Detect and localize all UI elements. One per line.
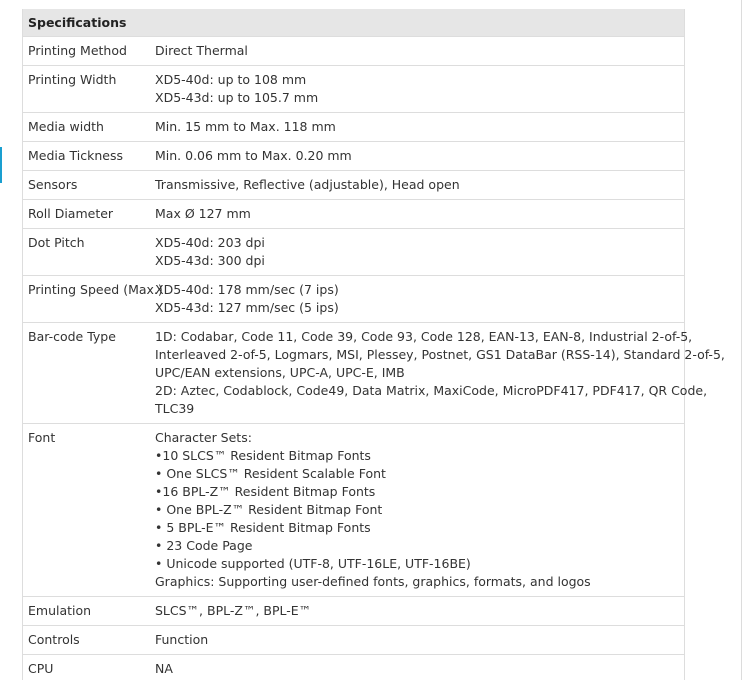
spec-label: Font	[28, 430, 56, 445]
spec-value	[155, 37, 684, 65]
spec-row	[23, 113, 684, 142]
spec-label: Printing Speed (Max.)	[28, 282, 163, 297]
spec-value-line: 1D: Codabar, Code 11, Code 39, Code 93, Code 128, EAN-13, EAN-8, Industrial 2-of-5,	[155, 329, 693, 344]
spec-row	[23, 142, 684, 171]
spec-row	[23, 200, 684, 229]
spec-value	[155, 113, 684, 141]
spec-value-line: Min. 0.06 mm to Max. 0.20 mm	[155, 148, 352, 163]
spec-value-line: •10 SLCS™ Resident Bitmap Fonts	[155, 448, 371, 463]
spec-label: Media Tickness	[28, 148, 123, 163]
spec-value	[155, 655, 684, 680]
spec-value-line: Transmissive, Reflective (adjustable), Head open	[155, 177, 460, 192]
spec-value-line: Function	[155, 632, 209, 647]
spec-row	[23, 597, 684, 626]
spec-row	[23, 276, 684, 323]
spec-value-line: 2D: Aztec, Codablock, Code49, Data Matrix, MaxiCode, MicroPDF417, PDF417, QR Code,	[155, 383, 708, 398]
spec-value	[155, 142, 684, 170]
spec-value-line: NA	[155, 661, 173, 676]
spec-label: Sensors	[28, 177, 78, 192]
spec-value	[155, 323, 731, 423]
specifications-table	[22, 9, 725, 680]
spec-value-line: • One SLCS™ Resident Scalable Font	[155, 466, 386, 481]
spec-value-line: • 23 Code Page	[155, 538, 253, 553]
spec-row	[23, 229, 684, 276]
spec-value-line: • 5 BPL-E™ Resident Bitmap Fonts	[155, 520, 371, 535]
spec-value	[155, 626, 684, 654]
spec-label: Roll Diameter	[28, 206, 114, 221]
spec-row	[23, 655, 684, 680]
spec-label: Controls	[28, 632, 80, 647]
spec-value-line: XD5-43d: up to 105.7 mm	[155, 90, 319, 105]
spec-value-line: TLC39	[155, 401, 195, 416]
left-accent-bar	[0, 147, 2, 183]
spec-label: CPU	[28, 661, 54, 676]
spec-label: Printing Method	[28, 43, 127, 58]
spec-value-line: •16 BPL-Z™ Resident Bitmap Fonts	[155, 484, 376, 499]
spec-value-line: SLCS™, BPL-Z™, BPL-E™	[155, 603, 312, 618]
specifications-header: Specifications	[23, 9, 684, 37]
spec-value	[155, 276, 684, 322]
spec-value-line: Character Sets:	[155, 430, 252, 445]
spec-value-line: • Unicode supported (UTF-8, UTF-16LE, UTF-16BE)	[155, 556, 471, 571]
spec-value	[155, 171, 684, 199]
spec-value-line: Graphics: Supporting user-defined fonts, graphics, formats, and logos	[155, 574, 591, 589]
spec-label: Emulation	[28, 603, 92, 618]
spec-value-line: XD5-40d: 203 dpi	[155, 235, 265, 250]
spec-value-line: XD5-40d: up to 108 mm	[155, 72, 307, 87]
spec-value-line: Direct Thermal	[155, 43, 248, 58]
spec-value-line: XD5-43d: 300 dpi	[155, 253, 265, 268]
spec-value-line: Min. 15 mm to Max. 118 mm	[155, 119, 336, 134]
spec-value-line: Max Ø 127 mm	[155, 206, 251, 221]
spec-row	[23, 323, 725, 424]
spec-label: Bar-code Type	[28, 329, 116, 344]
spec-value-line: XD5-40d: 178 mm/sec (7 ips)	[155, 282, 339, 297]
spec-label: Printing Width	[28, 72, 117, 87]
spec-value	[155, 66, 684, 112]
spec-value-line: Interleaved 2-of-5, Logmars, MSI, Plessey, Postnet, GS1 DataBar (RSS-14), Standard 2-of-5,	[155, 347, 725, 362]
spec-label: Dot Pitch	[28, 235, 85, 250]
spec-row	[23, 626, 684, 655]
spec-value-line: • One BPL-Z™ Resident Bitmap Font	[155, 502, 383, 517]
spec-value	[155, 200, 684, 228]
spec-row	[23, 424, 684, 597]
spec-value	[155, 229, 684, 275]
spec-value-line: UPC/EAN extensions, UPC-A, UPC-E, IMB	[155, 365, 405, 380]
spec-label: Media width	[28, 119, 104, 134]
spec-value	[155, 597, 684, 625]
spec-row	[23, 171, 684, 200]
spec-row	[23, 37, 684, 66]
spec-value-line: XD5-43d: 127 mm/sec (5 ips)	[155, 300, 339, 315]
right-panel-border	[741, 0, 742, 680]
specifications-rows	[23, 37, 725, 680]
spec-row	[23, 66, 684, 113]
spec-value	[155, 424, 684, 596]
